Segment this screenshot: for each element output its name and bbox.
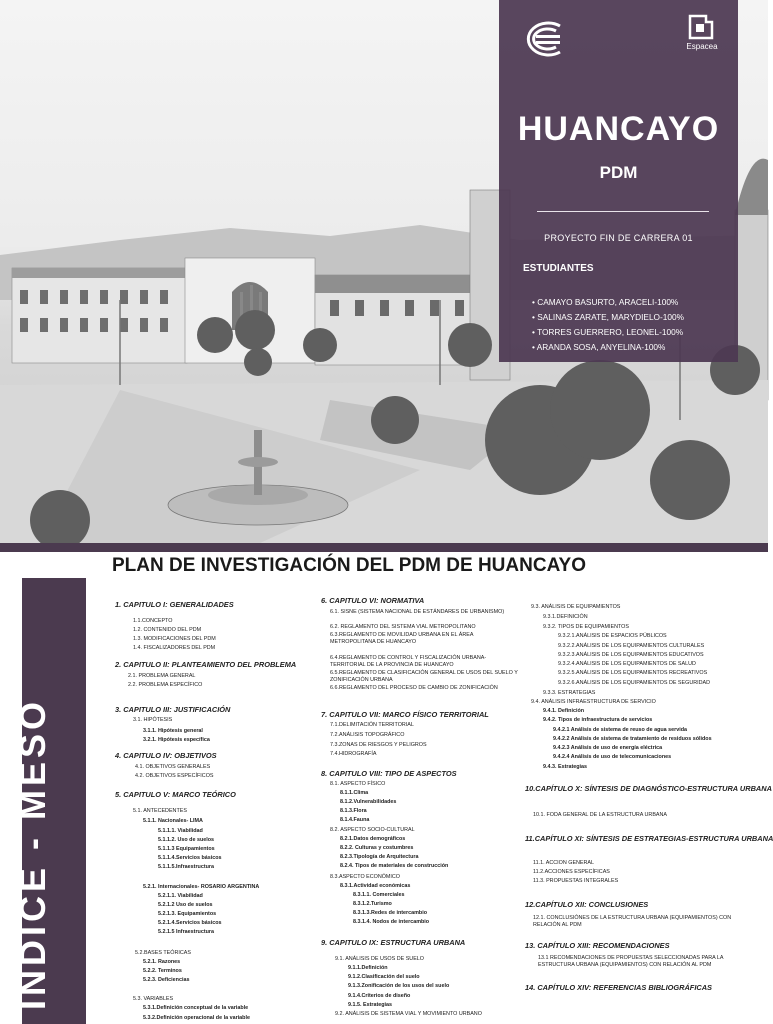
espacea-logo-icon	[682, 12, 722, 62]
toc-entry: 9.4.2.4 Análisis de uso de telecomunicaciones	[553, 754, 672, 760]
toc-entry: 6.3.REGLAMENTO DE MOVILIDAD URBANA EN EL ÁREA METROPOLITANA DE HUANCAYO	[330, 632, 474, 645]
students-label: ESTUDIANTES	[523, 263, 594, 274]
toc-entry: 5.2.1.4.Servicios básicos	[158, 920, 222, 926]
toc-entry: 8.3.1.1. Comerciales	[353, 892, 405, 898]
toc-chapter: 2. CAPITULO II: PLANTEAMIENTO DEL PROBLEMA	[115, 660, 297, 669]
toc-entry: 5.2.1.2 Uso de suelos	[158, 902, 213, 908]
toc-entry: 8.1.2.Vulnerabilidades	[340, 799, 397, 805]
toc-entry: 5.2.2. Terminos	[143, 968, 182, 974]
toc-entry: 6.4.REGLAMENTO DE CONTROL Y FISCALIZACIÓN URBANA-TERRITORIAL DE LA PROVINCIA DE HUANCAYO	[330, 655, 487, 668]
toc-chapter: 1. CAPITULO I: GENERALIDADES	[115, 600, 234, 609]
toc-entry: 9.3.2.1.ANÁLISIS DE ESPACIOS PÚBLICOS	[558, 633, 667, 639]
toc-entry: 5.1.1.5.Infraestructura	[158, 864, 215, 870]
toc-entry: 8.3.1.Actividad económicas	[340, 883, 411, 889]
toc-entry: 8.3.1.3.Redes de intercambio	[353, 910, 428, 916]
students-list	[532, 295, 684, 355]
toc-entry: 9.1.5. Estrategias	[348, 1002, 393, 1008]
toc-entry: 1.3. MODIFICACIONES DEL PDM	[133, 636, 216, 642]
cover-subtitle: PDM	[599, 163, 638, 182]
toc-entry: 5.2.1. Internacionales- ROSARIO ARGENTINA	[143, 884, 260, 890]
toc-entry: 8.2.1.Datos demográficos	[340, 836, 406, 842]
toc-entry: 12.1. CONCLUSIÓNES DE LA ESTRUCTURA URBANA (EQUIPAMIENTOS) CON RELACIÓN AL PDM	[533, 915, 732, 928]
toc-entry: 5.2.1. Razones	[143, 959, 181, 965]
toc-entry: 5.3.2.Definición operacional de la variable	[143, 1015, 250, 1021]
toc-entry: 5.1.1.3 Equipamientos	[158, 846, 215, 852]
toc-chapter: 7. CAPITULO VII: MARCO FÍSICO TERRITORIAL	[321, 710, 489, 719]
toc-entry: 4.2. OBJETIVOS ESPECÍFICOS	[135, 773, 214, 779]
student-item: • TORRES GUERRERO, LEONEL-100%	[532, 325, 684, 340]
toc-entry: 8.2.2. Culturas y costumbres	[340, 845, 414, 851]
toc-entry: 9.1. ANÁLISIS DE USOS DE SUELO	[335, 956, 424, 962]
toc-entry: 11.1. ACCION GENERAL	[533, 860, 595, 866]
cover-title: HUANCAYO	[517, 110, 720, 148]
toc-chapter: 9. CAPITULO IX: ESTRUCTURA URBANA	[321, 938, 466, 947]
toc-entry: 9.4.1. Definición	[543, 708, 585, 714]
toc-chapter: 8. CAPITULO VIII: TIPO DE ASPECTOS	[321, 769, 457, 778]
toc-entry: 5.1.1.4.Servicios básicos	[158, 855, 222, 861]
toc-entry: 9.3.2.6.ANÁLISIS DE LOS EQUIPAMIENTOS DE SEGURIDAD	[558, 680, 710, 686]
toc-entry: 8.2. ASPECTO SOCIO-CULTURAL	[330, 827, 415, 833]
toc-chapter: 12.CAPÍTULO XII: CONCLUSIONES	[525, 900, 649, 909]
toc-entry: 9.4. ANÁLISIS INFRAESTRUCTURA DE SERVICIO	[531, 699, 656, 705]
toc-entry: 9.4.2.2 Análisis de sistema de tratamiento de residuos sólidos	[553, 736, 712, 742]
toc-entry: 5.3. VARIABLES	[133, 996, 174, 1002]
toc-entry: 5.2.3. Deficiencias	[143, 977, 190, 983]
index-sidebar-label: ÍNDICE - MESO	[12, 697, 53, 1010]
toc-entry: 8.1. ASPECTO FÍSICO	[330, 781, 386, 787]
toc-chapter: 11.CAPÍTULO XI: SÍNTESIS DE ESTRATEGIAS-ESTRUCTURA URBANA	[525, 834, 773, 843]
toc-entry: 9.4.3. Estrategias	[543, 764, 588, 770]
toc-entry: 6.2. REGLAMENTO DEL SISTEMA VIAL METROPOLITANO	[330, 624, 476, 630]
student-item: • ARANDA SOSA, ANYELINA-100%	[532, 340, 684, 355]
toc-entry: 5.3.1.Definición conceptual de la variable	[143, 1005, 249, 1011]
student-item: • SALINAS ZARATE, MARYDIELO-100%	[532, 310, 684, 325]
toc-entry: 8.1.1.Clima	[340, 790, 369, 796]
toc-chapter: 5. CAPITULO V: MARCO TEÓRICO	[115, 790, 236, 799]
toc-entry: 8.3.1.2.Turismo	[353, 901, 392, 907]
toc-chapter: 10.CAPÍTULO X: SÍNTESIS DE DIAGNÓSTICO-ESTRUCTURA URBANA	[525, 784, 772, 793]
toc-entry: 8.3.1.4. Nodos de intercambio	[353, 919, 430, 925]
toc-entry: 4.1. OBJETIVOS GENERALES	[135, 764, 211, 770]
toc-entry: 9.4.2. Tipos de infraestructura de servicios	[543, 717, 653, 723]
toc-entry: 11.2.ACCIONES ESPECÍFICAS	[533, 869, 610, 875]
toc-entry: 8.1.3.Flora	[340, 808, 367, 814]
toc-entry: 9.1.3.Zonificación de los usos del suelo	[348, 983, 450, 989]
document-title: PLAN DE INVESTIGACIÓN DEL PDM DE HUANCAYO	[112, 555, 586, 576]
divider-band	[0, 543, 768, 552]
toc-entry: 8.3.ASPECTO ECONÓMICO	[330, 874, 400, 880]
toc-entry: 5.2.1.1. Viabilidad	[158, 893, 203, 899]
toc-entry: 9.2. ANÁLISIS DE SISTEMA VIAL Y MOVIMIENTO URBANO	[335, 1011, 482, 1017]
toc-entry: 9.1.4.Criterios de diseño	[348, 993, 411, 999]
toc-entry: 9.3.2.4.ANÁLISIS DE LOS EQUIPAMIENTOS DE SALUD	[558, 661, 696, 667]
toc-entry: 6.1. SISNE (SISTEMA NACIONAL DE ESTÁNDARES DE URBANISMO)	[330, 609, 505, 615]
toc-entry: 9.3.2. TIPOS DE EQUIPAMIENTOS	[543, 624, 629, 630]
toc-entry: 5.2.BASES TEÓRICAS	[135, 950, 191, 956]
cover-divider	[537, 211, 709, 212]
toc-chapter: 14. CAPÍTULO XIV: REFERENCIAS BIBLIOGRÁFICAS	[525, 983, 712, 992]
toc-chapter: 6. CAPITULO VI: NORMATIVA	[321, 596, 425, 605]
toc-entry: 9.3.2.5.ANÁLISIS DE LOS EQUIPAMIENTOS RECREATIVOS	[558, 670, 708, 676]
toc-chapter: 4. CAPITULO IV: OBJETIVOS	[115, 751, 217, 760]
student-item: • CAMAYO BASURTO, ARACELI-100%	[532, 295, 684, 310]
toc-entry: 9.1.2.Clasificación del suelo	[348, 974, 420, 980]
toc-entry: 3.2.1. Hipótesis específica	[143, 737, 210, 743]
toc-entry: 5.2.1.3. Equipamientos	[158, 911, 217, 917]
toc-entry: 1.1.CONCEPTO	[133, 618, 173, 624]
toc-entry: 2.2. PROBLEMA ESPECÍFICO	[128, 682, 203, 688]
toc-entry: 1.2. CONTENIDO DEL PDM	[133, 627, 202, 633]
toc-entry: 1.4. FISCALIZADORES DEL PDM	[133, 645, 216, 651]
toc-entry: 9.3.2.2.ANÁLISIS DE LOS EQUIPAMIENTOS CULTURALES	[558, 643, 705, 649]
toc-entry: 8.1.4.Fauna	[340, 817, 370, 823]
cover-panel	[499, 0, 738, 362]
toc-entry: 10.1. FODA GENERAL DE LA ESTRUCTURA URBANA	[533, 812, 668, 818]
toc-entry: 9.3. ANÁLISIS DE EQUIPAMIENTOS	[531, 604, 621, 610]
toc-entry: 13.1 RECOMENDACIONES DE PROPUESTAS SELECCIONADAS PARA LA ESTRUCTURA URBANA (EQUIPAMIENTOS) CON RELACIÓN AL PDM	[538, 955, 724, 968]
toc-entry: 9.3.2.3.ANÁLISIS DE LOS EQUIPAMIENTOS EDUCATIVOS	[558, 652, 704, 658]
toc-entry: 7.1.DELIMITACIÓN TERRITORIAL	[330, 722, 414, 728]
toc-entry: 9.4.2.1 Análisis de sistema de reuso de agua servida	[553, 727, 688, 733]
toc-entry: 7.3.ZONAS DE RIESGOS Y PELIGROS	[330, 742, 427, 748]
toc-entry: 5.1. ANTECEDENTES	[133, 808, 187, 814]
toc-chapter: 3. CAPITULO III: JUSTIFICACIÓN	[115, 705, 231, 714]
index-sidebar	[12, 578, 86, 1024]
toc-entry: 3.1. HIPÓTESIS	[133, 717, 173, 723]
toc-entry: 7.2.ANÁLISIS TOPOGRÁFICO	[330, 732, 405, 738]
toc-entry: 5.1.1. Nacionales- LIMA	[143, 818, 203, 824]
toc-entry: 9.1.1.Definición	[348, 965, 388, 971]
toc-entry: 9.3.1.DEFINICIÓN	[543, 614, 588, 620]
espacea-logo-text: Espacea	[686, 42, 718, 51]
toc-entry: 7.4.HIDROGRAFÍA	[330, 751, 377, 757]
cover-project: PROYECTO FIN DE CARRERA 01	[544, 233, 693, 243]
toc-entry: 6.5.REGLAMENTO DE CLASIFICACIÓN GENERAL DE USOS DEL SUELO Y ZONIFICACIÓN URBANA	[330, 670, 518, 683]
toc-entry: 2.1. PROBLEMA GENERAL	[128, 673, 196, 679]
university-logo-icon	[516, 20, 564, 58]
toc-entry: 8.2.4. Tipos de materiales de construcción	[340, 863, 449, 869]
toc-entry: 9.3.3. ESTRATEGIAS	[543, 690, 596, 696]
toc-entry: 5.1.1.2. Uso de suelos	[158, 837, 215, 843]
toc-chapter: 13. CAPÍTULO XIII: RECOMENDACIONES	[525, 941, 670, 950]
toc-entry: 3.1.1. Hipótesis general	[143, 728, 203, 734]
toc-entry: 5.1.1.1. Viabilidad	[158, 828, 203, 834]
toc-entry: 6.6.REGLAMENTO DEL PROCESO DE CAMBIO DE ZONIFICACIÓN	[330, 685, 498, 691]
toc-entry: 11.3. PROPUESTAS INTEGRALES	[533, 878, 619, 884]
toc-entry: 8.2.3.Tipología de Arquitectura	[340, 854, 419, 860]
toc-entry: 9.4.2.3 Análisis de uso de energía eléctrica	[553, 745, 663, 751]
toc-entry: 5.2.1.5 Infraestructura	[158, 929, 215, 935]
